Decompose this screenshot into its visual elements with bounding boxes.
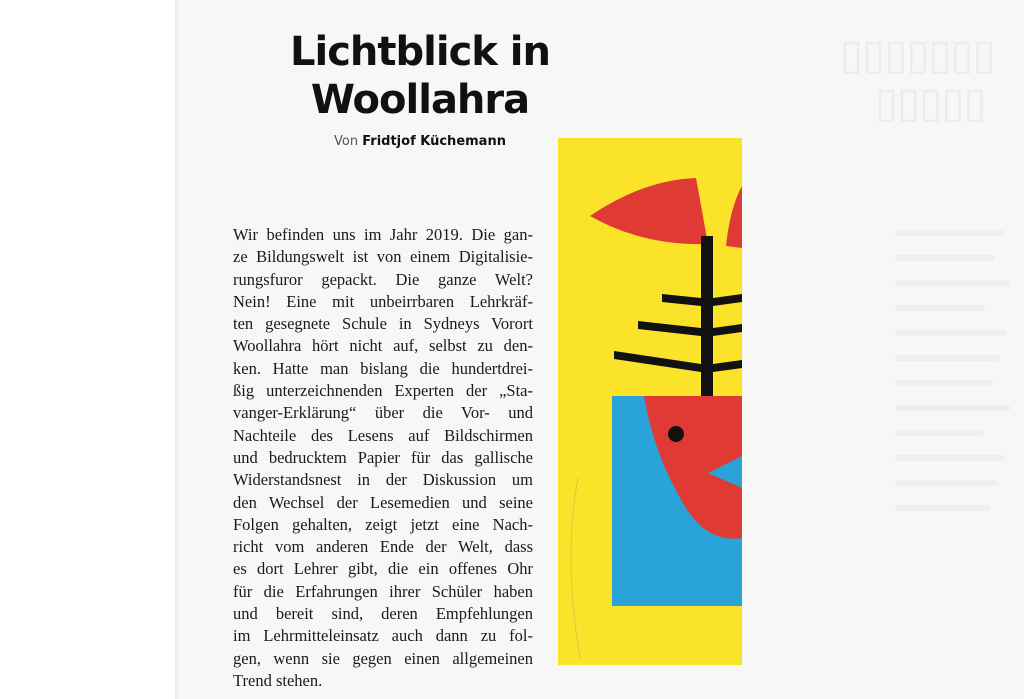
bleed-through-line xyxy=(895,230,1005,236)
headline-line-2: Woollahra xyxy=(310,77,530,123)
bleed-through-line xyxy=(895,405,1010,411)
article-body xyxy=(233,224,533,692)
body-line: Nachteile des Lesens auf Bildschirmen xyxy=(233,425,533,445)
fish-eye xyxy=(668,426,684,442)
body-line: ze Bildungswelt ist von einem Digitalisie- xyxy=(233,247,533,267)
body-line: Woollahra hört nicht auf, selbst zu den- xyxy=(233,336,533,356)
body-line: rungsfuror gepackt. Die ganze Welt? xyxy=(233,269,533,289)
body-line: Nein! Eine mit unbeirrbaren Lehrkräf- xyxy=(233,291,533,311)
bleed-through-line xyxy=(895,330,1007,336)
bleed-through-line xyxy=(895,505,990,511)
bleed-through-line xyxy=(895,455,1005,461)
body-line: im Lehrmitteleinsatz auch dann zu fol- xyxy=(233,626,533,646)
facing-page-bleed-through xyxy=(745,0,1024,699)
bleed-through-line xyxy=(895,305,985,311)
body-line: gen, wenn sie gegen einen allgemeinen xyxy=(233,648,533,668)
bleed-through-line xyxy=(895,430,983,436)
bleed-through-line xyxy=(895,380,993,386)
bleed-through-heading-shape: ▯▯▯▯▯▯▯ xyxy=(840,30,995,79)
headline-line-1: Lichtblick in xyxy=(290,29,550,75)
bleed-through-line xyxy=(895,280,1010,286)
bleed-through-line xyxy=(895,480,997,486)
page-edge-shadow xyxy=(175,0,179,699)
body-line: Wir befinden uns im Jahr 2019. Die gan- xyxy=(233,225,533,244)
body-line: vanger-Erklärung“ über die Vor- und xyxy=(233,403,533,423)
body-line: Trend stehen. xyxy=(233,670,323,690)
body-line: es dort Lehrer gibt, die ein offenes Ohr xyxy=(233,559,533,579)
bleed-through-line xyxy=(895,255,995,261)
body-line: und bedrucktem Papier für das gallische xyxy=(233,447,533,467)
body-line: Widerstandsnest in der Diskussion um xyxy=(233,470,533,490)
body-line: für die Erfahrungen ihrer Schüler haben xyxy=(233,581,533,601)
fish-skeleton-illustration-icon xyxy=(558,138,742,665)
byline-author: Fridtjof Küchemann xyxy=(362,134,506,149)
body-line: und bereit sind, deren Empfehlungen xyxy=(233,604,533,624)
bleed-through-heading-shape: ▯▯▯▯▯ xyxy=(875,78,986,127)
fish-spine xyxy=(701,236,713,401)
body-line: Folgen gehalten, zeigt jetzt eine Nach- xyxy=(233,514,533,534)
article-headline xyxy=(250,28,590,124)
byline-prefix: Von xyxy=(334,134,359,149)
body-line: den Wechsel der Lesemedien und seine xyxy=(233,492,533,512)
body-line: ßig unterzeichnenden Experten der „Sta- xyxy=(233,381,533,401)
byline xyxy=(250,134,590,149)
bleed-through-line xyxy=(895,355,1000,361)
body-line: ten gesegnete Schule in Sydneys Vorort xyxy=(233,314,533,334)
body-line: richt vom anderen Ende der Welt, dass xyxy=(233,537,533,557)
body-line: ken. Hatte man bislang die hundertdrei- xyxy=(233,358,533,378)
